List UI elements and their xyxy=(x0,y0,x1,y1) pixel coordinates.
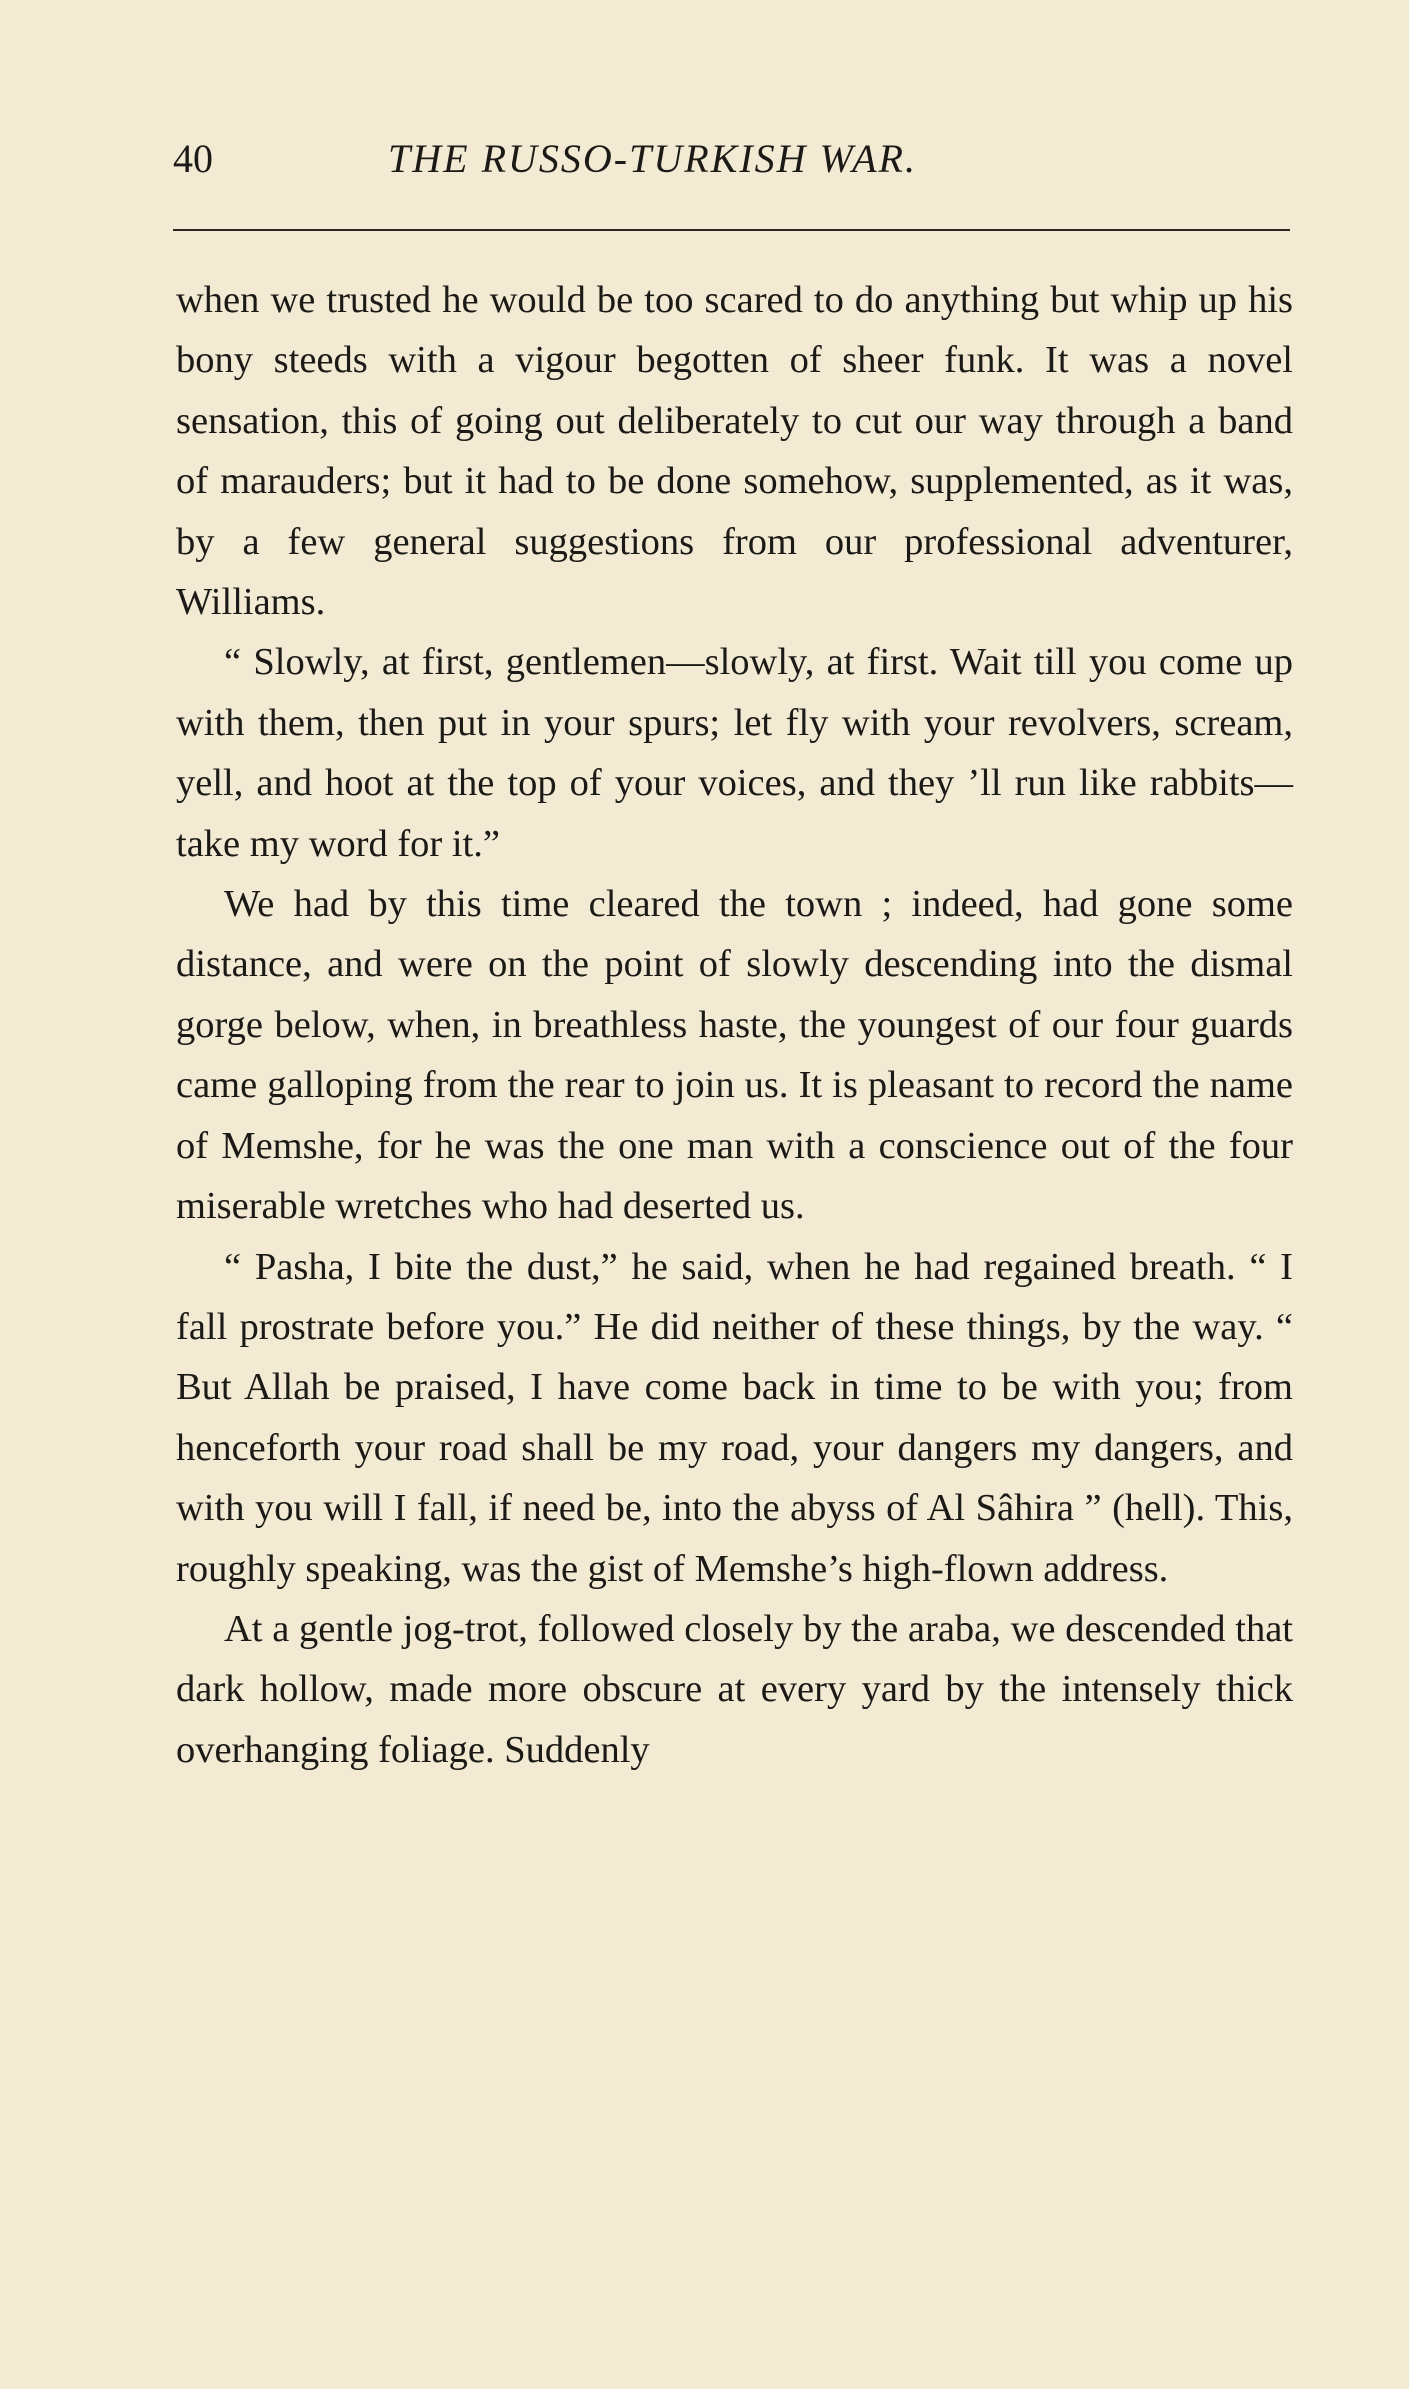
paragraph: “ Pasha, I bite the dust,” he said, when he had regained breath. “ I fall prostrate before you.” He did neither of these things, by the way. “ But Allah be praised, I have come back in time to be with you; from henceforth your road shall be my road, your dangers my dangers, and with you will I fall, if need be, into the abyss of Al Sâhira ” (hell). This, roughly speaking, was the gist of Memshe’s high-flown address. xyxy=(176,1245,1293,1590)
paragraph: At a gentle jog-trot, followed closely by the araba, we descended that dark hollow, made more obscure at every yard by the intensely thick overhanging foliage. Suddenly xyxy=(176,1607,1293,1771)
paragraph: “ Slowly, at first, gentlemen—slowly, at first. Wait till you come up with them, then put in your spurs; let fly with your revolvers, scream, yell, and hoot at the top of your voices, and they ’ll run like rabbits—take my word for it.” xyxy=(176,641,1293,865)
running-title: THE RUSSO-TURKISH WAR. xyxy=(388,136,917,181)
page-number: 40 xyxy=(173,136,213,181)
header-rule xyxy=(173,229,1290,231)
body-text xyxy=(176,270,1293,1780)
paragraph: We had by this time cleared the town ; indeed, had gone some distance, and were on the point of slowly descending into the dismal gorge below, when, in breathless haste, the youngest of our four guards came galloping from the rear to join us. It is pleasant to record the name of Memshe, for he was the one man with a conscience out of the four miserable wretches who had deserted us. xyxy=(176,883,1293,1228)
page-header xyxy=(173,135,1289,195)
paragraph: when we trusted he would be too scared to do anything but whip up his bony steeds with a vigour begotten of sheer funk. It was a novel sensation, this of going out deliberately to cut our way through a band of marauders; but it had to be done somehow, supplemented, as it was, by a few general suggestions from our professional adventurer, Williams. xyxy=(176,279,1293,624)
